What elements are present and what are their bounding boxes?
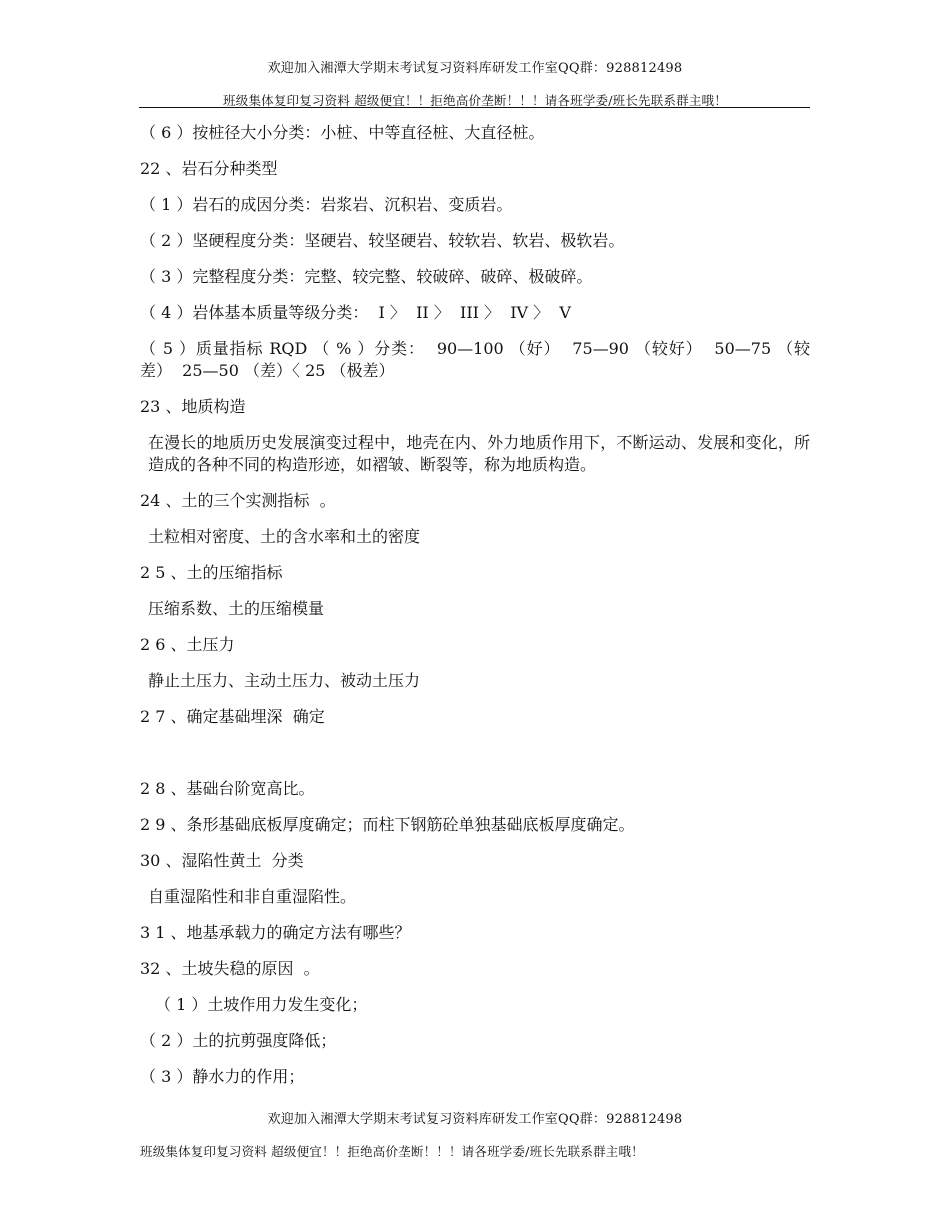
section-25-heading: 2 5 、土的压缩指标 [140,563,283,582]
section-23-heading: 23 、地质构造 [140,397,246,416]
soil-compression-indices: 压缩系数、土的压缩模量 [148,599,325,618]
section-22-heading: 22 、岩石分种类型 [140,159,278,178]
section-32-heading: 32 、土坡失稳的原因 。 [140,959,320,978]
document-body [140,122,810,1102]
pile-diameter-classification: （ 6 ）按桩径大小分类：小桩、中等直径桩、大直径桩。 [140,123,545,142]
section-28-heading: 2 8 、基础台阶宽高比。 [140,779,315,798]
section-24-heading: 24 、土的三个实测指标 。 [140,491,336,510]
section-30-heading: 30 、湿陷性黄土 分类 [140,851,304,870]
header-divider [139,107,810,108]
footer-notice: 班级集体复印复习资料 超级便宜！！拒绝高价垄断！！！请各班学委/班长先联系群主哦！ [140,1144,644,1159]
rock-genesis-classification: （ 1 ）岩石的成因分类：岩浆岩、沉积岩、变质岩。 [140,195,513,214]
slope-failure-cause-1: （ 1 ）土坡作用力发生变化； [155,995,368,1014]
footer-group-info: 欢迎加入湘潭大学期末考试复习资料库研发工作室QQ群：928812498 [267,1112,683,1127]
header-group-info: 欢迎加入湘潭大学期末考试复习资料库研发工作室QQ群：928812498 [267,61,683,76]
soil-measured-indices: 土粒相对密度、土的含水率和土的密度 [148,527,421,546]
section-29-heading: 2 9 、条形基础底板厚度确定；而柱下钢筋砼单独基础底板厚度确定。 [140,815,635,834]
section-26-heading: 2 6 、土压力 [140,635,235,654]
slope-failure-cause-3: （ 3 ）静水力的作用； [140,1067,305,1086]
geologic-structure-definition: 在漫长的地质历史发展演变过程中，地壳在内、外力地质作用下，不断运动、发展和变化，所造成的各种不同的构造形迹，如褶皱、断裂等，称为地质构造。 [148,433,810,474]
header-notice: 班级集体复印复习资料 超级便宜！！拒绝高价垄断！！！请各班学委/班长先联系群主哦！ [223,93,727,108]
loess-collapsibility-types: 自重湿陷性和非自重湿陷性。 [148,887,357,906]
earth-pressure-types: 静止土压力、主动土压力、被动土压力 [148,671,421,690]
section-31-heading: 3 1 、地基承载力的确定方法有哪些？ [140,923,411,942]
slope-failure-cause-2: （ 2 ）土的抗剪强度降低； [140,1031,337,1050]
rock-quality-grade: （ 4 ）岩体基本质量等级分类： I 〉 II 〉 III 〉 IV 〉 V [140,303,571,322]
section-27-heading: 2 7 、确定基础埋深 确定 [140,707,325,726]
rock-hardness-classification: （ 2 ）坚硬程度分类：坚硬岩、较坚硬岩、较软岩、软岩、极软岩。 [140,231,625,250]
rock-integrity-classification: （ 3 ）完整程度分类：完整、较完整、较破碎、破碎、极破碎。 [140,267,593,286]
rqd-classification: （ 5 ）质量指标 RQD （ % ）分类： 90—100 （好） 75—90 （较好） 50—75 （较差） 25—50 （差）〈 25 （极差） [140,339,810,380]
